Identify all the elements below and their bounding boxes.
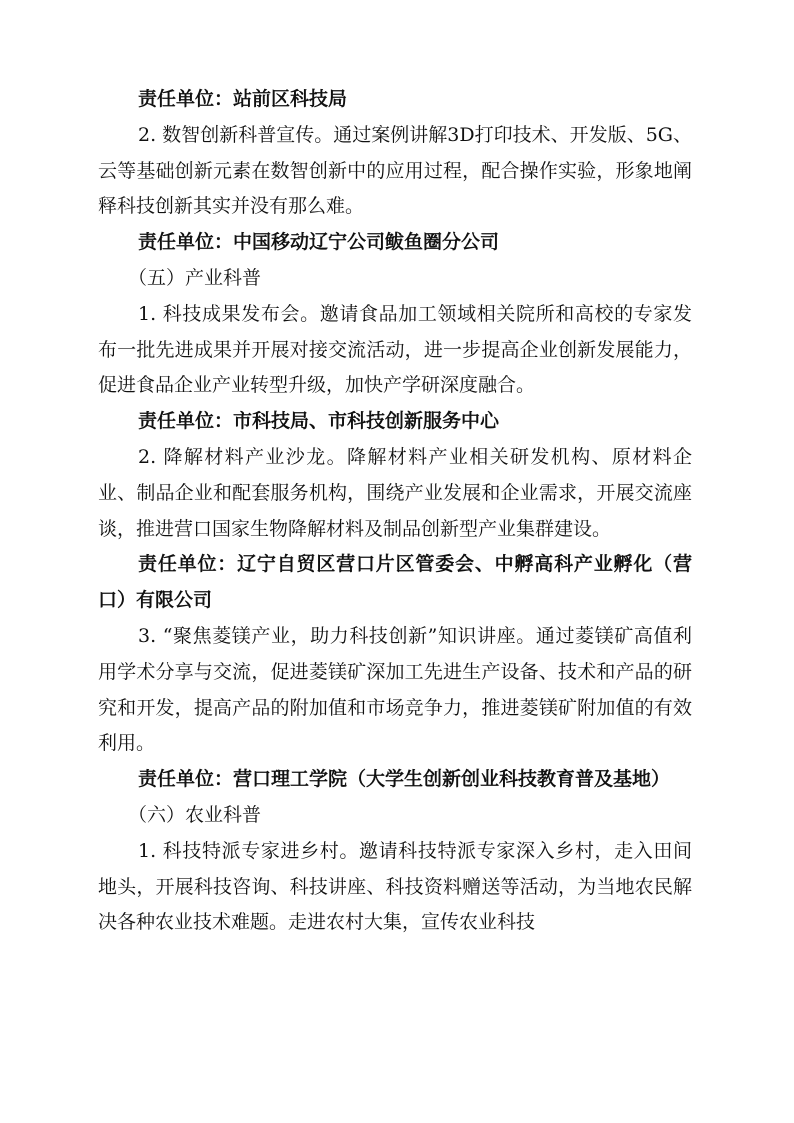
section-heading: （五）产业科普 [128,266,262,289]
responsibility-line: 责任单位：市科技局、市科技创新服务中心 [138,410,500,433]
responsibility-line: 责任单位：站前区科技局 [138,88,348,110]
list-item-paragraph: 1. 科技成果发布会。邀请食品加工领域相关院所和高校的专家发布一批先进成果并开展对接交流活动，进一步提高企业创新发展能力，促进食品企业产业转型升级，加快产学研深度融合。 [98,302,692,397]
responsibility-line: 责任单位：中国移动辽宁公司鲅鱼圈分公司 [138,231,500,254]
list-item-paragraph: 2. 降解材料产业沙龙。降解材料产业相关研发机构、原材料企业、制品企业和配套服务机构，围绕产业发展和企业需求，开展交流座谈，推进营口国家生物降解材料及制品创新型产业集群建设。 [98,445,692,540]
section-heading: （六）农业科普 [128,803,262,826]
list-item-paragraph: 2. 数智创新科普宣传。通过案例讲解3D打印技术、开发版、5G、云等基础创新元素在数智创新中的应用过程，配合操作实验，形象地阐释科技创新其实并没有那么难。 [98,123,692,218]
document-body [98,82,692,941]
responsibility-line: 责任单位：辽宁自贸区营口片区管委会、中孵高科产业孵化（营口）有限公司 [98,553,692,612]
responsibility-line: 责任单位：营口理工学院（大学生创新创业科技教育普及基地） [138,768,671,791]
list-item-paragraph: 1. 科技特派专家进乡村。邀请科技特派专家深入乡村，走入田间地头，开展科技咨询、科技讲座、科技资料赠送等活动，为当地农民解决各种农业技术难题。走进农村大集，宣传农业科技 [98,839,692,934]
list-item-paragraph: 3. “聚焦菱镁产业，助力科技创新”知识讲座。通过菱镁矿高值利用学术分享与交流，促进菱镁矿深加工先进生产设备、技术和产品的研究和开发，提高产品的附加值和市场竞争力，推进菱镁矿附加值的有效利用。 [98,624,692,755]
